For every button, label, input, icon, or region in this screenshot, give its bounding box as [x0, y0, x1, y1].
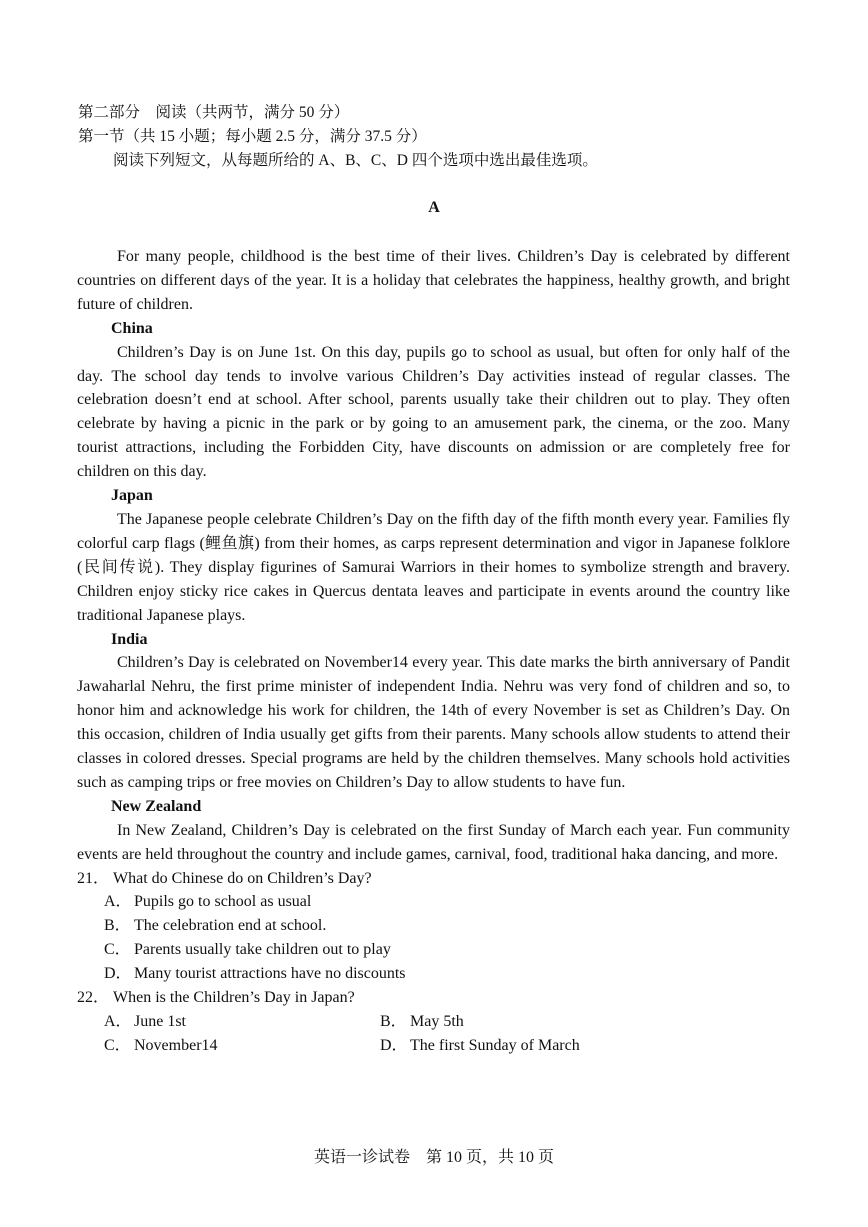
passage-body — [77, 245, 790, 1058]
option-text: The celebration end at school. — [134, 917, 327, 935]
option-letter: B． — [104, 917, 131, 935]
section-heading-new-zealand: New Zealand — [111, 797, 202, 815]
question-text: When is the Children’s Day in Japan? — [113, 989, 355, 1007]
passage-letter: A — [428, 199, 440, 216]
section-heading-china: China — [111, 319, 153, 337]
option-letter: C． — [104, 1036, 131, 1054]
section-title: 第一节（共 15 小题；每小题 2.5 分，满分 37.5 分） — [78, 128, 427, 145]
option-text: Pupils go to school as usual — [134, 893, 312, 911]
option-text: May 5th — [410, 1013, 464, 1030]
passage-intro: For many people, childhood is the best time of their lives. Children’s Day is celebrated by different countries on different days of the year. It is a holiday that celebrates the happiness, healthy growth, and bright future of children. — [77, 248, 790, 313]
section-text-new-zealand: In New Zealand, Children’s Day is celebrated on the first Sunday of March each year. Fun community events are held throughout the country and include games, carnival, food, traditional haka dancing, and more. — [77, 821, 790, 863]
option-a — [104, 1010, 380, 1034]
option-text: June 1st — [134, 1013, 186, 1030]
section-text-india: Children’s Day is celebrated on November14 every year. This date marks the birth anniversary of Pandit Jawaharlal Nehru, the first prime minister of independent India. Nehru was very fond of children and so, to honor him and acknowledge his work for children, the 14th of every November is set as Children’s Day. On this occasion, children of India usually get gifts from their parents. Many schools allow students to attend their classes in colored dresses. Special programs are held by the children themselves. Many schools hold activities such as camping trips or free movies on Children’s Day to allow students to have fun. — [77, 654, 790, 791]
option-text: Parents usually take children out to play — [134, 941, 391, 959]
option-text: Many tourist attractions have no discounts — [134, 965, 406, 983]
section-heading-india: India — [111, 630, 148, 648]
question-text: What do Chinese do on Children’s Day? — [113, 869, 372, 887]
option-text: The first Sunday of March — [410, 1036, 580, 1054]
question-number: 21． — [77, 869, 110, 887]
section-heading-japan: Japan — [111, 487, 153, 505]
option-b — [380, 1010, 656, 1034]
page-footer: 英语一诊试卷 第 10 页，共 10 页 — [313, 1149, 554, 1166]
option-letter: A． — [104, 893, 132, 911]
question-22 — [77, 986, 790, 1058]
section-text-china: Children’s Day is on June 1st. On this day, pupils go to school as usual, but often for only half of the day. The school day tends to involve various Children’s Day activities instead of regular classes. The celebration doesn’t end at school. After school, parents usually take their children out to play. They often celebrate by having a picnic in the park or by going to an amusement park, the cinema, or the zoo. Many tourist attractions, including the Forbidden City, have discounts on admission or are completely free for children on this day. — [77, 343, 790, 481]
instruction-text: 阅读下列短文，从每题所给的 A、B、C、D 四个选项中选出最佳选项。 — [113, 152, 598, 169]
option-d — [380, 1034, 656, 1058]
option-letter: D． — [104, 965, 132, 983]
option-a — [77, 890, 790, 914]
option-text: November14 — [134, 1036, 218, 1054]
part-title: 第二部分 阅读（共两节，满分 50 分） — [78, 104, 350, 121]
option-letter: D． — [380, 1036, 408, 1054]
option-b — [77, 914, 790, 938]
section-text-japan: The Japanese people celebrate Children’s Day on the fifth day of the fifth month every year. Families fly colorful carp flags (鲤鱼旗) from their homes, as carps represent determination and vigor in Japanese folklore (民间传说). They display figurines of Samurai Warriors in their homes to symbolize strength and bravery. Children enjoy sticky rice cakes in Quercus dentata leaves and participate in events around the country like traditional Japanese plays. — [77, 510, 790, 624]
section-header — [78, 101, 598, 173]
question-21 — [77, 867, 790, 987]
option-letter: B． — [380, 1013, 407, 1030]
option-d — [77, 962, 790, 986]
option-c — [104, 1034, 380, 1058]
option-c — [77, 938, 790, 962]
option-letter: A． — [104, 1013, 132, 1030]
option-letter: C． — [104, 941, 131, 959]
question-number: 22． — [77, 989, 110, 1007]
